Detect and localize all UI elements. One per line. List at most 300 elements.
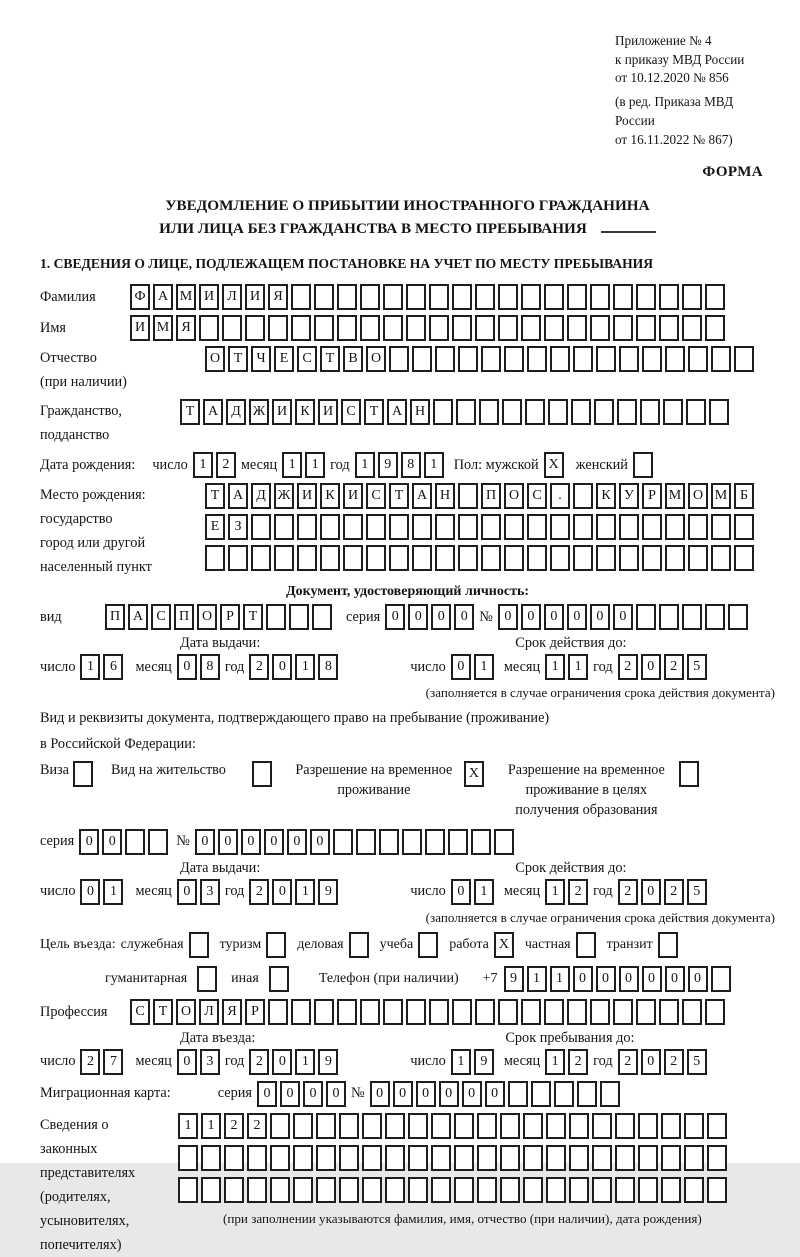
patronymic-cell[interactable] [642,346,662,372]
profession-cell[interactable]: Т [153,999,173,1025]
surname-cell[interactable]: Л [222,284,242,310]
birthplace-cell[interactable]: О [504,483,524,509]
iddoc-issued-month-cell[interactable]: 8 [200,654,220,680]
legal-rep-cell[interactable] [523,1113,543,1139]
surname-cell[interactable] [567,284,587,310]
resdoc-number-cell[interactable] [494,829,514,855]
migration-number-cell[interactable] [508,1081,528,1107]
birthplace-cell[interactable]: С [366,483,386,509]
birthplace-cell[interactable] [251,514,271,540]
profession-cell[interactable]: Р [245,999,265,1025]
resdoc-number-cell[interactable] [425,829,445,855]
birthplace-cell[interactable] [412,514,432,540]
legal-rep-cell[interactable] [592,1113,612,1139]
stay-year-cell[interactable]: 5 [687,1049,707,1075]
legal-rep-cell[interactable] [684,1177,704,1203]
firstname-cell[interactable] [682,315,702,341]
birthplace-cell[interactable]: Д [251,483,271,509]
female-checkbox[interactable] [633,452,653,478]
legal-rep-cell[interactable] [431,1145,451,1171]
birthplace-cell[interactable] [458,483,478,509]
legal-rep-cell[interactable] [684,1113,704,1139]
resdoc-valid-year-cell[interactable]: 2 [664,879,684,905]
legal-rep-cell[interactable] [477,1113,497,1139]
birthplace-cell[interactable]: И [343,483,363,509]
birthplace-cell[interactable] [619,545,639,571]
firstname-cell[interactable] [590,315,610,341]
birthplace-cell[interactable] [412,545,432,571]
firstname-cell[interactable]: И [130,315,150,341]
citizenship-cell[interactable] [686,399,706,425]
legal-rep-cell[interactable] [523,1145,543,1171]
legal-rep-cell[interactable]: 2 [224,1113,244,1139]
migration-number-cell[interactable]: 0 [393,1081,413,1107]
firstname-cell[interactable] [383,315,403,341]
migration-number-cell[interactable]: 0 [462,1081,482,1107]
resdoc-valid-month-cell[interactable]: 2 [568,879,588,905]
birthplace-cell[interactable] [527,545,547,571]
patronymic-cell[interactable] [711,346,731,372]
birthplace-cell[interactable] [297,545,317,571]
purpose-other-checkbox[interactable] [269,966,289,992]
birthplace-cell[interactable] [366,514,386,540]
iddoc-number-cell[interactable] [659,604,679,630]
resdoc-number-cell[interactable]: 0 [264,829,284,855]
legal-rep-cell[interactable] [362,1145,382,1171]
citizenship-cell[interactable] [456,399,476,425]
legal-rep-cell[interactable] [454,1145,474,1171]
legal-rep-cell[interactable] [270,1177,290,1203]
resdoc-valid-year-cell[interactable]: 0 [641,879,661,905]
birth-month-cell[interactable]: 1 [282,452,302,478]
birthplace-cell[interactable] [734,514,754,540]
citizenship-cell[interactable]: И [318,399,338,425]
legal-rep-cell[interactable] [339,1145,359,1171]
surname-cell[interactable] [613,284,633,310]
legal-rep-cell[interactable] [546,1113,566,1139]
birthplace-cell[interactable] [711,545,731,571]
citizenship-cell[interactable] [663,399,683,425]
firstname-cell[interactable] [544,315,564,341]
iddoc-number-cell[interactable] [728,604,748,630]
stay-year-cell[interactable]: 0 [641,1049,661,1075]
birthplace-cell[interactable] [435,514,455,540]
legal-rep-cell[interactable] [293,1145,313,1171]
legal-rep-cell[interactable] [661,1177,681,1203]
purpose-transit-checkbox[interactable] [658,932,678,958]
purpose-private-checkbox[interactable] [576,932,596,958]
legal-rep-cell[interactable] [661,1113,681,1139]
legal-rep-cell[interactable] [385,1177,405,1203]
citizenship-cell[interactable]: Д [226,399,246,425]
iddoc-valid-year-cell[interactable]: 5 [687,654,707,680]
firstname-cell[interactable] [406,315,426,341]
surname-cell[interactable] [682,284,702,310]
migration-series-cell[interactable]: 0 [257,1081,277,1107]
resdoc-number-cell[interactable]: 0 [241,829,261,855]
legal-rep-cell[interactable] [293,1177,313,1203]
iddoc-number-cell[interactable]: 0 [613,604,633,630]
resdoc-number-cell[interactable]: 0 [287,829,307,855]
iddoc-valid-year-cell[interactable]: 2 [664,654,684,680]
firstname-cell[interactable] [636,315,656,341]
legal-rep-cell[interactable] [500,1113,520,1139]
birth-year-cell[interactable]: 8 [401,452,421,478]
iddoc-issued-day-cell[interactable]: 1 [80,654,100,680]
patronymic-cell[interactable] [665,346,685,372]
legal-rep-cell[interactable] [661,1145,681,1171]
patronymic-cell[interactable] [389,346,409,372]
phone-digit-cell[interactable]: 0 [619,966,639,992]
resdoc-number-cell[interactable] [356,829,376,855]
resdoc-valid-day-cell[interactable]: 1 [474,879,494,905]
firstname-cell[interactable] [498,315,518,341]
surname-cell[interactable] [590,284,610,310]
surname-cell[interactable] [498,284,518,310]
iddoc-type-cell[interactable]: С [151,604,171,630]
phone-digit-cell[interactable]: 1 [550,966,570,992]
patronymic-cell[interactable] [504,346,524,372]
stay-year-cell[interactable]: 2 [664,1049,684,1075]
iddoc-valid-year-cell[interactable]: 0 [641,654,661,680]
legal-rep-cell[interactable] [454,1177,474,1203]
purpose-work-checkbox[interactable]: X [494,932,514,958]
birthplace-cell[interactable] [573,545,593,571]
migration-number-cell[interactable] [554,1081,574,1107]
surname-cell[interactable] [705,284,725,310]
phone-digit-cell[interactable]: 9 [504,966,524,992]
firstname-cell[interactable] [314,315,334,341]
firstname-cell[interactable] [475,315,495,341]
resdoc-number-cell[interactable] [333,829,353,855]
iddoc-type-cell[interactable]: О [197,604,217,630]
birthplace-cell[interactable] [274,514,294,540]
profession-cell[interactable] [268,999,288,1025]
iddoc-type-cell[interactable] [266,604,286,630]
birthplace-cell[interactable] [481,545,501,571]
legal-rep-cell[interactable] [707,1145,727,1171]
legal-rep-cell[interactable] [385,1145,405,1171]
migration-series-cell[interactable]: 0 [303,1081,323,1107]
iddoc-valid-month-cell[interactable]: 1 [568,654,588,680]
iddoc-number-cell[interactable]: 0 [521,604,541,630]
birthplace-cell[interactable] [642,514,662,540]
legal-rep-cell[interactable] [569,1177,589,1203]
citizenship-cell[interactable]: А [387,399,407,425]
resdoc-valid-day-cell[interactable]: 0 [451,879,471,905]
profession-cell[interactable] [452,999,472,1025]
firstname-cell[interactable] [360,315,380,341]
iddoc-issued-day-cell[interactable]: 6 [103,654,123,680]
stay-day-cell[interactable]: 1 [451,1049,471,1075]
legal-rep-cell[interactable] [431,1113,451,1139]
iddoc-number-cell[interactable] [705,604,725,630]
profession-cell[interactable] [682,999,702,1025]
stay-month-cell[interactable]: 1 [545,1049,565,1075]
profession-cell[interactable] [291,999,311,1025]
patronymic-cell[interactable]: Т [228,346,248,372]
firstname-cell[interactable] [268,315,288,341]
birthplace-cell[interactable] [665,514,685,540]
legal-rep-cell[interactable] [569,1113,589,1139]
legal-rep-cell[interactable] [316,1113,336,1139]
citizenship-cell[interactable] [571,399,591,425]
firstname-cell[interactable]: Я [176,315,196,341]
legal-rep-cell[interactable] [362,1177,382,1203]
firstname-cell[interactable] [245,315,265,341]
patronymic-cell[interactable] [573,346,593,372]
purpose-tourism-checkbox[interactable] [266,932,286,958]
firstname-cell[interactable] [521,315,541,341]
birthplace-cell[interactable]: Т [205,483,225,509]
profession-cell[interactable] [544,999,564,1025]
birthplace-cell[interactable] [688,545,708,571]
legal-rep-cell[interactable] [500,1145,520,1171]
surname-cell[interactable] [636,284,656,310]
profession-cell[interactable] [383,999,403,1025]
firstname-cell[interactable] [452,315,472,341]
citizenship-cell[interactable] [709,399,729,425]
birth-month-cell[interactable]: 1 [305,452,325,478]
birthplace-cell[interactable]: Ж [274,483,294,509]
legal-rep-cell[interactable] [546,1177,566,1203]
birthplace-cell[interactable]: А [228,483,248,509]
legal-rep-cell[interactable]: 1 [178,1113,198,1139]
birth-year-cell[interactable]: 1 [424,452,444,478]
resdoc-issued-year-cell[interactable]: 0 [272,879,292,905]
citizenship-cell[interactable]: Н [410,399,430,425]
birthplace-cell[interactable]: Т [389,483,409,509]
iddoc-issued-year-cell[interactable]: 8 [318,654,338,680]
resdoc-issued-month-cell[interactable]: 0 [177,879,197,905]
profession-cell[interactable] [337,999,357,1025]
iddoc-issued-year-cell[interactable]: 2 [249,654,269,680]
resdoc-series-cell[interactable]: 0 [79,829,99,855]
legal-rep-cell[interactable] [385,1113,405,1139]
legal-rep-cell[interactable] [500,1177,520,1203]
birthplace-cell[interactable] [642,545,662,571]
legal-rep-cell[interactable] [178,1177,198,1203]
citizenship-cell[interactable]: К [295,399,315,425]
surname-cell[interactable] [406,284,426,310]
birth-day-cell[interactable]: 2 [216,452,236,478]
patronymic-cell[interactable] [688,346,708,372]
patronymic-cell[interactable] [550,346,570,372]
birthplace-cell[interactable] [343,514,363,540]
profession-cell[interactable] [636,999,656,1025]
legal-rep-cell[interactable]: 2 [247,1113,267,1139]
legal-rep-cell[interactable] [707,1113,727,1139]
birthplace-cell[interactable] [550,514,570,540]
resdoc-issued-year-cell[interactable]: 1 [295,879,315,905]
birthplace-cell[interactable] [711,514,731,540]
iddoc-series-cell[interactable]: 0 [408,604,428,630]
phone-digit-cell[interactable]: 1 [527,966,547,992]
birthplace-cell[interactable]: К [320,483,340,509]
profession-cell[interactable] [659,999,679,1025]
entry-year-cell[interactable]: 9 [318,1049,338,1075]
birthplace-cell[interactable] [228,545,248,571]
birthplace-cell[interactable] [573,483,593,509]
patronymic-cell[interactable]: С [297,346,317,372]
birth-year-cell[interactable]: 1 [355,452,375,478]
patronymic-cell[interactable]: О [205,346,225,372]
birthplace-cell[interactable] [481,514,501,540]
resdoc-number-cell[interactable]: 0 [310,829,330,855]
birthplace-cell[interactable]: П [481,483,501,509]
legal-rep-cell[interactable] [707,1177,727,1203]
firstname-cell[interactable] [199,315,219,341]
profession-cell[interactable] [475,999,495,1025]
legal-rep-cell[interactable] [615,1113,635,1139]
legal-rep-cell[interactable] [408,1113,428,1139]
resdoc-issued-year-cell[interactable]: 9 [318,879,338,905]
resdoc-issued-day-cell[interactable]: 0 [80,879,100,905]
iddoc-issued-month-cell[interactable]: 0 [177,654,197,680]
firstname-cell[interactable] [429,315,449,341]
firstname-cell[interactable] [337,315,357,341]
phone-digit-cell[interactable]: 0 [665,966,685,992]
residence-permit-checkbox[interactable] [252,761,272,787]
resdoc-number-cell[interactable] [402,829,422,855]
legal-rep-cell[interactable] [477,1145,497,1171]
iddoc-number-cell[interactable]: 0 [590,604,610,630]
iddoc-type-cell[interactable]: П [105,604,125,630]
legal-rep-cell[interactable] [408,1177,428,1203]
temp-residence-checkbox[interactable]: X [464,761,484,787]
birthplace-cell[interactable] [596,514,616,540]
surname-cell[interactable] [383,284,403,310]
iddoc-number-cell[interactable] [682,604,702,630]
entry-year-cell[interactable]: 0 [272,1049,292,1075]
surname-cell[interactable] [659,284,679,310]
resdoc-number-cell[interactable] [379,829,399,855]
legal-rep-cell[interactable] [316,1145,336,1171]
patronymic-cell[interactable] [619,346,639,372]
iddoc-number-cell[interactable] [636,604,656,630]
surname-cell[interactable] [429,284,449,310]
profession-cell[interactable]: Я [222,999,242,1025]
iddoc-type-cell[interactable] [289,604,309,630]
iddoc-valid-year-cell[interactable]: 2 [618,654,638,680]
purpose-humanitarian-checkbox[interactable] [197,966,217,992]
iddoc-number-cell[interactable]: 0 [567,604,587,630]
legal-rep-cell[interactable] [569,1145,589,1171]
migration-number-cell[interactable]: 0 [439,1081,459,1107]
stay-day-cell[interactable]: 9 [474,1049,494,1075]
purpose-official-checkbox[interactable] [189,932,209,958]
patronymic-cell[interactable] [458,346,478,372]
patronymic-cell[interactable]: О [366,346,386,372]
resdoc-issued-month-cell[interactable]: 3 [200,879,220,905]
birthplace-cell[interactable] [458,545,478,571]
birthplace-cell[interactable] [504,545,524,571]
legal-rep-cell[interactable] [477,1177,497,1203]
profession-cell[interactable]: О [176,999,196,1025]
profession-cell[interactable] [498,999,518,1025]
patronymic-cell[interactable] [481,346,501,372]
birthplace-cell[interactable]: У [619,483,639,509]
legal-rep-cell[interactable] [339,1177,359,1203]
resdoc-valid-month-cell[interactable]: 1 [545,879,565,905]
birthplace-cell[interactable] [435,545,455,571]
birthplace-cell[interactable]: К [596,483,616,509]
citizenship-cell[interactable]: Т [364,399,384,425]
legal-rep-cell[interactable] [592,1177,612,1203]
birthplace-cell[interactable] [297,514,317,540]
citizenship-cell[interactable]: Т [180,399,200,425]
birth-day-cell[interactable]: 1 [193,452,213,478]
birthplace-cell[interactable]: З [228,514,248,540]
profession-cell[interactable] [613,999,633,1025]
legal-rep-cell[interactable] [431,1177,451,1203]
iddoc-series-cell[interactable]: 0 [454,604,474,630]
legal-rep-cell[interactable] [247,1177,267,1203]
birthplace-cell[interactable] [389,514,409,540]
citizenship-cell[interactable] [433,399,453,425]
birthplace-cell[interactable]: М [665,483,685,509]
phone-digit-cell[interactable]: 0 [642,966,662,992]
birthplace-cell[interactable] [596,545,616,571]
legal-rep-cell[interactable] [339,1113,359,1139]
stay-year-cell[interactable]: 2 [618,1049,638,1075]
resdoc-valid-year-cell[interactable]: 2 [618,879,638,905]
phone-digit-cell[interactable]: 0 [573,966,593,992]
surname-cell[interactable]: Я [268,284,288,310]
citizenship-cell[interactable] [479,399,499,425]
surname-cell[interactable] [360,284,380,310]
legal-rep-cell[interactable] [224,1177,244,1203]
patronymic-cell[interactable] [596,346,616,372]
iddoc-series-cell[interactable]: 0 [385,604,405,630]
birthplace-cell[interactable] [320,545,340,571]
legal-rep-cell[interactable] [316,1177,336,1203]
citizenship-cell[interactable] [502,399,522,425]
profession-cell[interactable] [590,999,610,1025]
purpose-business-checkbox[interactable] [349,932,369,958]
surname-cell[interactable]: М [176,284,196,310]
resdoc-valid-year-cell[interactable]: 5 [687,879,707,905]
birthplace-cell[interactable] [458,514,478,540]
firstname-cell[interactable] [291,315,311,341]
resdoc-number-cell[interactable]: 0 [195,829,215,855]
resdoc-issued-day-cell[interactable]: 1 [103,879,123,905]
birthplace-cell[interactable]: О [688,483,708,509]
citizenship-cell[interactable] [594,399,614,425]
birthplace-cell[interactable] [573,514,593,540]
citizenship-cell[interactable] [525,399,545,425]
purpose-study-checkbox[interactable] [418,932,438,958]
birthplace-cell[interactable]: Р [642,483,662,509]
legal-rep-cell[interactable] [638,1177,658,1203]
birthplace-cell[interactable]: М [711,483,731,509]
profession-cell[interactable] [360,999,380,1025]
patronymic-cell[interactable]: В [343,346,363,372]
legal-rep-cell[interactable] [523,1177,543,1203]
surname-cell[interactable] [337,284,357,310]
citizenship-cell[interactable] [640,399,660,425]
birthplace-cell[interactable] [274,545,294,571]
profession-cell[interactable] [429,999,449,1025]
legal-rep-cell[interactable] [270,1145,290,1171]
profession-cell[interactable] [705,999,725,1025]
birthplace-cell[interactable] [504,514,524,540]
citizenship-cell[interactable]: А [203,399,223,425]
citizenship-cell[interactable] [548,399,568,425]
phone-digit-cell[interactable] [711,966,731,992]
entry-day-cell[interactable]: 7 [103,1049,123,1075]
iddoc-type-cell[interactable] [312,604,332,630]
